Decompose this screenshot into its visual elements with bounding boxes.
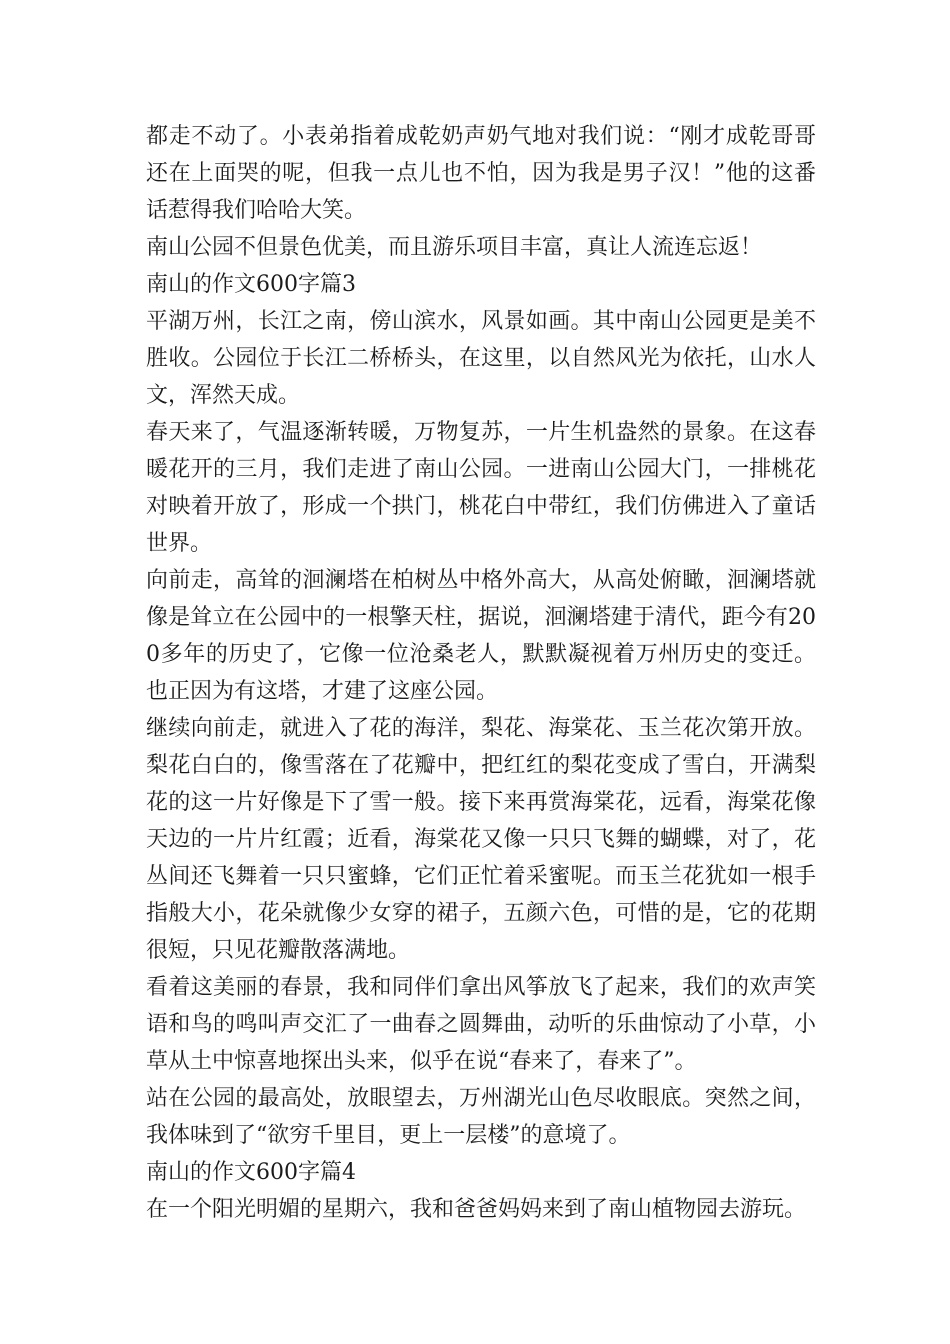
paragraph: 平湖万州，长江之南，傍山滨水，风景如画。其中南山公园更是美不胜收。公园位于长江二桥桥头，在这里，以自然风光为依托，山水人文，浑然天成。 bbox=[146, 309, 816, 408]
paragraph: 南山公园不但景色优美，而且游乐项目丰富，真让人流连忘返！ bbox=[146, 235, 763, 260]
paragraph: 继续向前走，就进入了花的海洋，梨花、海棠花、玉兰花次第开放。梨花白白的，像雪落在了花瓣中，把红红的梨花变成了雪白，开满梨花的这一片好像是下了雪一般。接下来再赏海棠花，远看，海棠花像天边的一片片红霞；近看，海棠花又像一只只飞舞的蝴蝶，对了，花丛间还飞舞着一只只蜜蜂，它们正忙着采蜜呢。而玉兰花犹如一根手指般大小，花朵就像少女穿的裙子，五颜六色，可惜的是，它的花期很短，只见花瓣散落满地。 bbox=[146, 716, 816, 963]
paragraph: 在一个阳光明媚的星期六，我和爸爸妈妈来到了南山植物园去游玩。 bbox=[146, 1197, 807, 1222]
document-body bbox=[146, 118, 816, 1228]
paragraph: 向前走，高耸的洄澜塔在柏树丛中格外高大，从高处俯瞰，洄澜塔就像是耸立在公园中的一根擎天柱，据说，洄澜塔建于清代，距今有200多年的历史了，它像一位沧桑老人，默默凝视着万州历史的变迁。也正因为有这塔，才建了这座公园。 bbox=[146, 568, 816, 704]
section-heading: 南山的作文600字篇3 bbox=[146, 272, 356, 297]
paragraph: 站在公园的最高处，放眼望去，万州湖光山色尽收眼底。突然之间，我体味到了“欲穷千里目，更上一层楼”的意境了。 bbox=[146, 1086, 816, 1148]
paragraph: 看着这美丽的春景，我和同伴们拿出风筝放飞了起来，我们的欢声笑语和鸟的鸣叫声交汇了一曲春之圆舞曲，动听的乐曲惊动了小草，小草从土中惊喜地探出头来，似乎在说“春来了，春来了”。 bbox=[146, 975, 816, 1074]
paragraph: 都走不动了。小表弟指着成乾奶声奶气地对我们说：“刚才成乾哥哥还在上面哭的呢，但我一点儿也不怕，因为我是男子汉！”他的这番话惹得我们哈哈大笑。 bbox=[146, 124, 816, 223]
paragraph: 春天来了，气温逐渐转暖，万物复苏，一片生机盎然的景象。在这春暖花开的三月，我们走进了南山公园。一进南山公园大门，一排桃花对映着开放了，形成一个拱门，桃花白中带红，我们仿佛进入了童话世界。 bbox=[146, 420, 816, 556]
section-heading: 南山的作文600字篇4 bbox=[146, 1160, 356, 1185]
